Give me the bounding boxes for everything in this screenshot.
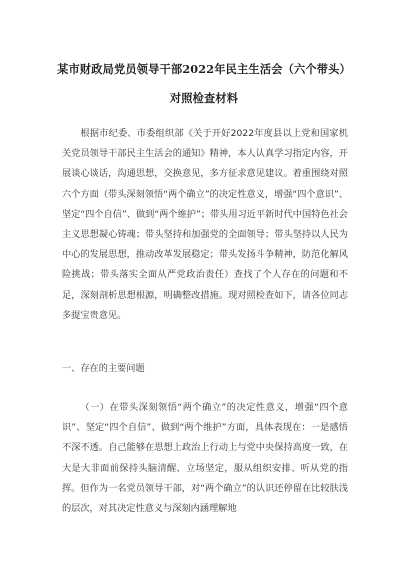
intro-paragraph xyxy=(62,124,348,326)
issue-text: （一）在带头深刻领悟“两个确立”的决定性意义，增强“四个意识”、坚定“四个自信”、做到“两个维护”方面，具体表现在：一是感悟不深不透。自己能够在思想上政治上行动上与党中央保持高度一致，在大是大非面前保持头脑清醒、立场坚定，服从组织安排、听从党的指挥。但作为一名党员领导干部，对“两个确立”的认识还停留在比较肤浅的层次，对其决定性意义与深刻内涵理解地 xyxy=(62,402,348,515)
intro-text: 根据市纪委、市委组织部《关于开好2022年度县以上党和国家机关党员领导干部民主生活会的通知》精神，本人认真学习指定内容，开展谈心谈话，沟通思想，交换意见，多方征求意见建议。着重围绕对照六个方面（带头深刻领悟“两个确立”的决定性意义，增强“四个意识”、坚定“四个自信”、做到“两个维护”；带头用习近平新时代中国特色社会主义思想凝心铸魂；带头坚持和加强党的全面领导；带头坚持以人民为中心的发展思想，推动改革发展稳定；带头发扬斗争精神，防范化解风险挑战；带头落实全面从严党政治责任）查找了个人存在的问题和不足，深刻剖析思想根源，明确整改措施。现对照检查如下，请各位同志多提宝贵意见。 xyxy=(62,128,348,321)
document-subtitle: 对照检查材料 xyxy=(169,91,239,105)
section-heading: 一、存在的主要问题 xyxy=(62,363,145,374)
issue-paragraph xyxy=(62,398,348,519)
document-title: 某市财政局党员领导干部2022年民主生活会（六个带头） xyxy=(57,62,351,76)
